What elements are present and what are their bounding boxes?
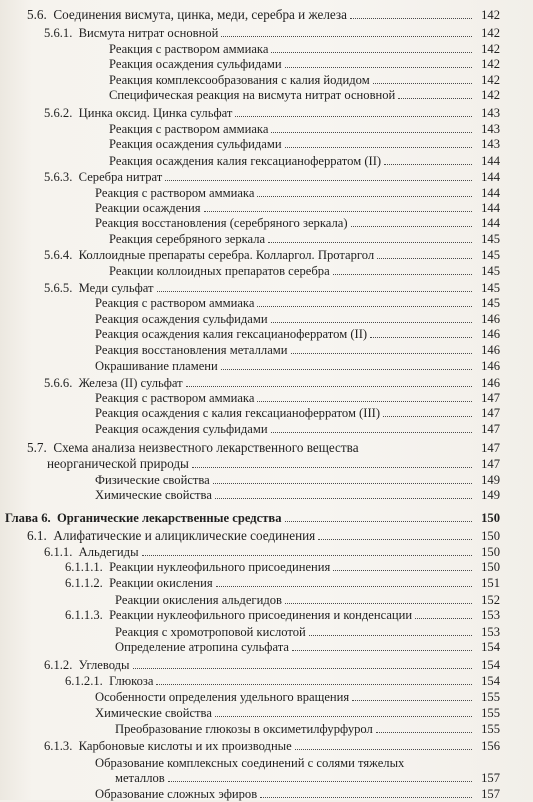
toc-entry-number: 5.6.2. (44, 106, 73, 120)
toc-leader-dots (285, 67, 472, 68)
toc-entry-page: 144 (481, 216, 500, 230)
toc-entry-title (109, 56, 282, 72)
toc-entry (0, 770, 533, 786)
toc-entry-text: Соединения висмута, цинка, меди, серебра и железа (53, 7, 347, 22)
toc-entry-title (95, 295, 254, 311)
toc-entry-text: неорганической природы (47, 456, 189, 471)
toc-entry (0, 121, 533, 137)
toc-entry (0, 326, 533, 342)
toc-leader-dots (133, 668, 472, 669)
toc-leader-dots (157, 291, 472, 292)
toc-entry-page: 157 (481, 787, 500, 801)
toc-entry-text: Образование комплексных соединений с солями тяжелых (95, 756, 405, 770)
toc-entry-title (109, 41, 268, 57)
toc-entry (0, 510, 533, 526)
toc-entry-text: Реакции осаждения (95, 201, 201, 215)
toc-entry (0, 72, 533, 88)
toc-entry-title (115, 721, 373, 737)
toc-leader-dots (142, 555, 472, 556)
toc-entry-text: Глюкоза (109, 674, 154, 688)
toc-entry-title (27, 440, 359, 456)
toc-entry-text: Реакция с хромотроповой кислотой (115, 625, 306, 639)
toc-entry-text: Реакция комплексообразования с калия йодидом (109, 73, 370, 87)
toc-entry-text: Реакция с раствором аммиака (95, 391, 255, 405)
toc-leader-dots (257, 196, 472, 197)
toc-entry-page: 154 (481, 674, 500, 688)
toc-entry-title (65, 575, 213, 591)
toc-entry (0, 721, 533, 737)
toc-entry-page: 150 (481, 545, 500, 559)
toc-entry-title (44, 247, 374, 263)
toc-entry (0, 421, 533, 437)
toc-entry-text: Органические лекарственные средства (56, 511, 282, 525)
toc-entry-title (95, 755, 404, 771)
toc-entry-text: Серебра нитрат (78, 170, 163, 184)
toc-entry (0, 592, 533, 608)
toc-entry-number: 5.6. (27, 7, 47, 22)
toc-entry (0, 673, 533, 689)
toc-leader-dots (352, 700, 472, 701)
toc-entry-text: Реакции нуклеофильного присоединения и конденсации (109, 608, 413, 622)
toc-entry-number: 6.1.1.2. (65, 576, 103, 590)
toc-leader-dots (271, 132, 472, 133)
toc-leader-dots (168, 781, 472, 782)
toc-entry (0, 25, 533, 41)
toc-entry-number: 6.1.2. (44, 658, 73, 672)
toc-leader-dots (271, 52, 472, 53)
toc-entry-title (109, 121, 268, 137)
toc-entry-title (65, 607, 412, 623)
toc-entry-title (44, 738, 292, 754)
toc-entry (0, 559, 533, 575)
toc-entry-page: 150 (481, 560, 500, 574)
toc-leader-dots (257, 306, 472, 307)
toc-leader-dots (285, 147, 472, 148)
toc-entry-page: 144 (481, 186, 500, 200)
toc-leader-dots (285, 521, 472, 522)
toc-entry-page: 156 (481, 739, 500, 753)
toc-entry-title (44, 544, 139, 560)
toc-leader-dots (377, 258, 472, 259)
toc-entry-text: Висмута нитрат основной (78, 26, 219, 40)
toc-entry-title (5, 510, 282, 526)
toc-entry-title (115, 770, 165, 786)
toc-entry-page: 154 (481, 658, 500, 672)
toc-entry-title (27, 7, 347, 23)
toc-entry-title (95, 311, 268, 327)
toc-entry-page: 142 (481, 57, 500, 71)
toc-entry-title (109, 87, 395, 103)
toc-leader-dots (383, 416, 472, 417)
toc-entry-text: Реакции коллоидных препаратов серебра (109, 264, 330, 278)
toc-entry-text: Коллоидные препараты серебра. Колларгол. Протаргол (78, 248, 375, 262)
toc-entry-text: Реакция восстановления металлами (95, 343, 288, 357)
toc-entry (0, 153, 533, 169)
toc-entry-page: 144 (481, 170, 500, 184)
toc-entry (0, 705, 533, 721)
toc-entry-text: Реакция осаждения сульфидами (109, 137, 282, 151)
toc-entry-text: Алифатические и алициклические соединения (53, 528, 316, 543)
toc-entry-page: 142 (481, 88, 500, 102)
toc-entry-number: 6.1.3. (44, 739, 73, 753)
toc-leader-dots (333, 274, 472, 275)
toc-entry-text: Углеводы (78, 658, 130, 672)
toc-entry-title (95, 342, 288, 358)
toc-entry-text: Реакция с раствором аммиака (109, 122, 269, 136)
toc-entry-text: Реакции окисления (109, 576, 213, 590)
toc-entry (0, 639, 533, 655)
toc-entry (0, 528, 533, 544)
toc-entry-page: 145 (481, 281, 500, 295)
toc-entry-number: 5.6.5. (44, 281, 73, 295)
toc-entry-page: 150 (481, 529, 500, 543)
toc-entry-text: Реакции нуклеофильного присоединения (109, 560, 331, 574)
toc-entry (0, 136, 533, 152)
toc-leader-dots (165, 180, 472, 181)
toc-entry-text: Реакция восстановления (серебряного зеркала) (95, 216, 348, 230)
toc-entry-page: 146 (481, 359, 500, 373)
toc-entry (0, 56, 533, 72)
toc-entry-page: 149 (481, 488, 500, 502)
toc-leader-dots (204, 211, 472, 212)
toc-leader-dots (295, 749, 472, 750)
toc-entry-title (109, 231, 265, 247)
toc-entry-title (109, 263, 330, 279)
toc-entry-title (95, 326, 367, 342)
toc-leader-dots (333, 570, 472, 571)
toc-leader-dots (271, 322, 472, 323)
toc-entry-number: 6.1. (27, 528, 47, 543)
toc-leader-dots (213, 483, 472, 484)
toc-entry-text: Карбоновые кислоты и их производные (78, 739, 292, 753)
toc-entry-number: 5.7. (27, 440, 47, 455)
toc-entry (0, 487, 533, 503)
toc-entry-number: 5.6.3. (44, 170, 73, 184)
toc-leader-dots (257, 401, 472, 402)
toc-entry-text: Реакция осаждения сульфидами (109, 57, 282, 71)
toc-entry (0, 375, 533, 391)
toc-entry-text: Реакция с раствором аммиака (109, 42, 269, 56)
toc-entry (0, 342, 533, 358)
toc-entry-page: 153 (481, 608, 500, 622)
toc-entry (0, 738, 533, 754)
toc-entry-text: Реакция осаждения калия гексацианоферратом (II) (109, 154, 382, 168)
toc-entry (0, 87, 533, 103)
toc-entry (0, 607, 533, 623)
toc-entry-title (95, 390, 254, 406)
toc-entry-page: 143 (481, 137, 500, 151)
toc-entry-page: 155 (481, 722, 500, 736)
toc-entry-title (47, 456, 189, 472)
toc-entry-title (44, 375, 183, 391)
toc-entry-number: 6.1.1.1. (65, 560, 103, 574)
toc-entry-title (95, 200, 201, 216)
toc-leader-dots (216, 586, 472, 587)
toc-entry-text: Реакция с раствором аммиака (95, 186, 255, 200)
toc-entry (0, 247, 533, 263)
toc-entry (0, 575, 533, 591)
toc-entry-title (95, 472, 210, 488)
toc-entry-page: 149 (481, 473, 500, 487)
toc-entry-text: Реакция осаждения с калия гексацианоферратом (III) (95, 406, 381, 420)
toc-entry-title (65, 559, 330, 575)
toc-entry-page: 143 (481, 122, 500, 136)
toc-entry (0, 231, 533, 247)
toc-entry-text: Химические свойства (95, 488, 212, 502)
toc-entry-text: Реакция серебряного зеркала (109, 232, 266, 246)
toc-leader-dots (292, 650, 472, 651)
toc-entry-number: Глава 6. (5, 511, 51, 525)
toc-entry-page: 147 (481, 441, 500, 455)
toc-entry-page: 147 (481, 422, 500, 436)
toc-entry-number: 5.6.4. (44, 248, 73, 262)
toc-entry-text: Схема анализа неизвестного лекарственного вещества (53, 440, 359, 455)
toc-entry (0, 185, 533, 201)
toc-leader-dots (260, 797, 472, 798)
toc-entry-title (95, 215, 348, 231)
toc-entry-text: Реакция осаждения сульфидами (95, 422, 268, 436)
toc-leader-dots (271, 432, 472, 433)
toc-entry-title (44, 657, 130, 673)
toc-leader-dots (376, 732, 472, 733)
toc-entry-page: 152 (481, 593, 500, 607)
toc-entry-title (95, 421, 268, 437)
toc-entry-text: Меди сульфат (78, 281, 154, 295)
toc-leader-dots (370, 337, 472, 338)
toc-entry (0, 280, 533, 296)
toc-entry-title (44, 280, 154, 296)
toc-entry-page: 147 (481, 391, 500, 405)
toc-entry-title (27, 528, 315, 544)
toc-entry (0, 7, 533, 23)
toc-leader-dots (351, 226, 472, 227)
toc-entry-title (65, 673, 153, 689)
toc-entry-title (44, 25, 218, 41)
toc-leader-dots (291, 353, 472, 354)
toc-entry (0, 169, 533, 185)
toc-entry (0, 358, 533, 374)
toc-entry (0, 657, 533, 673)
toc-entry-page: 145 (481, 232, 500, 246)
toc-entry-title (109, 153, 381, 169)
toc-leader-dots (221, 36, 472, 37)
toc-entry-text: Реакция осаждения сульфидами (95, 312, 268, 326)
toc-leader-dots (384, 164, 472, 165)
toc-entry-page: 145 (481, 264, 500, 278)
toc-entry-number: 6.1.1. (44, 545, 73, 559)
toc-leader-dots (221, 369, 472, 370)
toc-entry-page: 153 (481, 625, 500, 639)
toc-entry (0, 295, 533, 311)
toc-leader-dots (415, 618, 472, 619)
toc-entry-number: 5.6.1. (44, 26, 73, 40)
toc-entry-page: 150 (481, 511, 500, 525)
toc-entry-text: Реакция с раствором аммиака (95, 296, 255, 310)
toc-entry-text: Специфическая реакция на висмута нитрат основной (109, 88, 396, 102)
toc-entry-page: 151 (481, 576, 500, 590)
toc-entry-page: 147 (481, 457, 500, 471)
toc-entry-title (115, 639, 289, 655)
toc-entry (0, 624, 533, 640)
toc-entry (0, 544, 533, 560)
toc-entry-page: 142 (481, 73, 500, 87)
toc-entry-text: Окрашивание пламени (95, 359, 218, 373)
toc-leader-dots (268, 242, 472, 243)
toc-entry-title (95, 689, 349, 705)
toc-entry-text: Физические свойства (95, 473, 210, 487)
toc-entry (0, 41, 533, 57)
toc-leader-dots (373, 83, 472, 84)
toc-entry-page: 143 (481, 106, 500, 120)
toc-leader-dots (235, 116, 472, 117)
toc-leader-dots (285, 603, 472, 604)
toc-entry-page: 157 (481, 771, 500, 785)
toc-entry-page: 154 (481, 640, 500, 654)
toc-entry-title (109, 136, 282, 152)
toc-entry (0, 755, 533, 771)
toc-entry-page: 142 (481, 26, 500, 40)
toc-entry-page: 146 (481, 343, 500, 357)
toc-entry (0, 440, 533, 456)
toc-entry-number: 6.1.1.3. (65, 608, 103, 622)
toc-leader-dots (350, 18, 472, 19)
toc-entry-text: Особенности определения удельного вращения (95, 690, 350, 704)
toc-entry (0, 215, 533, 231)
toc-entry-text: Цинка оксид. Цинка сульфат (78, 106, 233, 120)
toc-leader-dots (398, 98, 472, 99)
toc-leader-dots (186, 386, 472, 387)
toc-entry-page: 147 (481, 406, 500, 420)
toc-entry-page: 146 (481, 327, 500, 341)
toc-entry-number: 5.6.6. (44, 376, 73, 390)
toc-entry-title (95, 185, 254, 201)
toc-entry-page: 144 (481, 201, 500, 215)
toc-entry (0, 311, 533, 327)
toc-entry-text: Альдегиды (78, 545, 139, 559)
toc-entry-title (115, 592, 282, 608)
toc-entry (0, 390, 533, 406)
toc-entry-text: Химические свойства (95, 706, 212, 720)
toc-entry-page: 145 (481, 296, 500, 310)
toc-entry (0, 405, 533, 421)
toc-entry-title (44, 169, 162, 185)
toc-entry-page: 155 (481, 690, 500, 704)
toc-entry-title (95, 358, 218, 374)
toc-leader-dots (192, 467, 472, 468)
toc-entry-title (115, 624, 306, 640)
toc-entry (0, 689, 533, 705)
toc-entry-number: 6.1.2.1. (65, 674, 103, 688)
toc-entry (0, 263, 533, 279)
toc-entry-text: Образование сложных эфиров (95, 787, 258, 801)
toc-entry (0, 200, 533, 216)
toc-entry-title (44, 105, 232, 121)
toc-entry-page: 146 (481, 312, 500, 326)
toc-entry-page: 142 (481, 42, 500, 56)
toc-entry-page: 142 (481, 8, 500, 22)
toc-entry-title (95, 487, 212, 503)
toc-entry-page: 144 (481, 154, 500, 168)
toc-leader-dots (156, 684, 472, 685)
toc-entry-text: металлов (115, 771, 165, 785)
toc-entry-page: 155 (481, 706, 500, 720)
toc-entry-text: Определение атропина сульфата (115, 640, 289, 654)
toc-entry (0, 105, 533, 121)
toc-leader-dots (215, 716, 472, 717)
toc-entry-text: Преобразование глюкозы в оксиметилфурфурол (115, 722, 373, 736)
toc-entry-text: Реакция осаждения калия гексацианоферратом (II) (95, 327, 368, 341)
toc-entry-title (109, 72, 370, 88)
toc-entry-page: 145 (481, 248, 500, 262)
toc-entry-page: 146 (481, 376, 500, 390)
toc-entry (0, 456, 533, 472)
toc-entry (0, 472, 533, 488)
toc-entry-text: Железа (II) сульфат (78, 376, 183, 390)
toc-entry-title (95, 405, 380, 421)
toc-leader-dots (318, 539, 472, 540)
toc-entry-title (95, 705, 212, 721)
toc-leader-dots (309, 635, 472, 636)
toc-entry-text: Реакции окисления альдегидов (115, 593, 282, 607)
toc-leader-dots (215, 498, 472, 499)
